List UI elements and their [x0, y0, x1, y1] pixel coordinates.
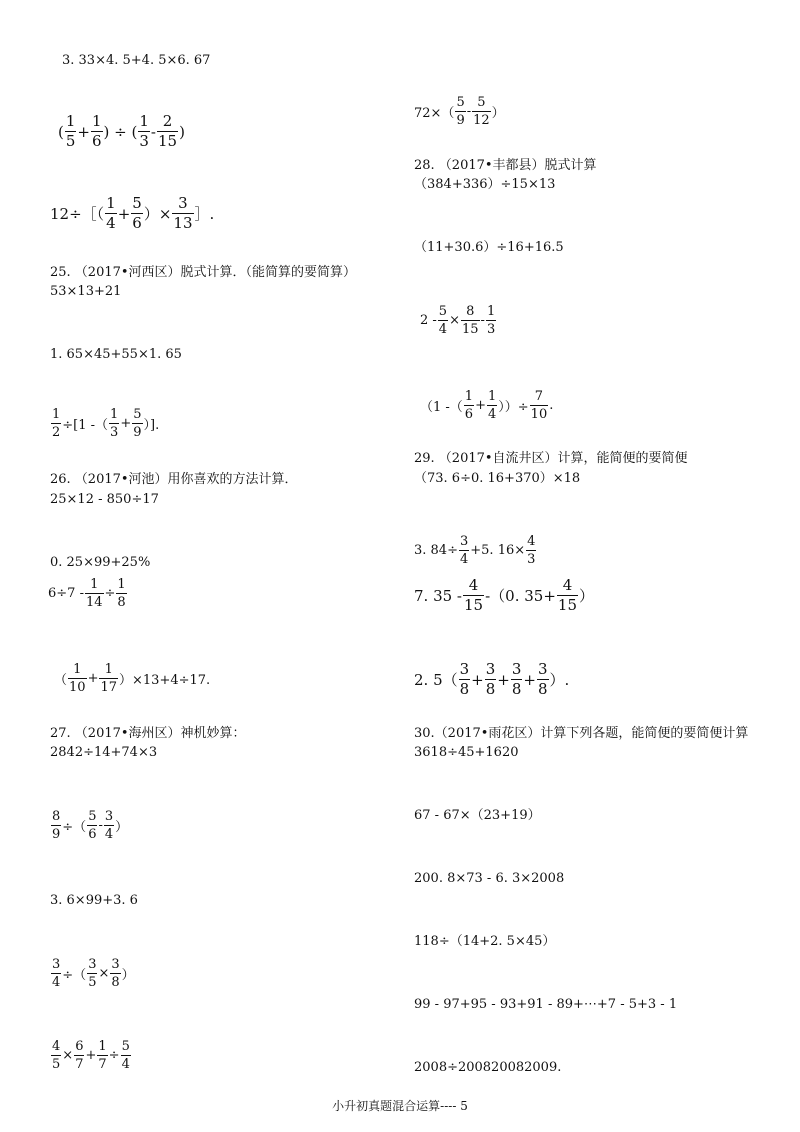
q29-expr-a: （73. 6÷0. 16+370）×18	[414, 471, 581, 486]
q30-expr-b: 67 - 67×（23+19）	[414, 808, 541, 823]
q25-expr-c: $\frac{1}{2}$ ÷[1 -（ 1 3 + $\frac{5}{9}$ ）].	[52, 407, 160, 440]
q28-expr-c: 2 - $\frac{5}{4}$ × $\frac{8}{15}$ - 1 3	[420, 304, 496, 337]
q30-expr-d: 118÷（14+2. 5×45）	[414, 934, 556, 949]
q28-title: 28. （2017•丰都县）脱式计算	[414, 158, 597, 173]
q26-expr-d-tail: ）×13+4÷17.	[119, 673, 211, 688]
q28-expr-d: （1 -（ 1 6 + $\frac{1}{4}$ ））÷ $\frac{7}{10}$ .	[420, 389, 554, 422]
q27-expr-d: $\frac{3}{4}$ ÷（ $\frac{3}{5}$ × $\frac{3}{8}$ ）	[52, 957, 135, 990]
q30-expr-e: 99 - 97+95 - 93+91 - 89+⋯+7 - 5+3 - 1	[414, 997, 678, 1012]
q29-expr-c-prefix: 7. 35 -	[414, 586, 463, 605]
q27-expr-c: 3. 6×99+3. 6	[50, 893, 138, 908]
q27-title: 27. （2017•海州区）神机妙算：	[50, 726, 246, 741]
q26-expr-b: 0. 25×99+25%	[50, 555, 151, 570]
q28-expr-a: （384+336）÷15×13	[414, 177, 556, 192]
q27-expr-e: $\frac{4}{5}$ × $\frac{6}{7}$ + $\frac{1}{7}$ ÷ $\frac{5}{4}$	[52, 1039, 130, 1072]
expr-l1: 3. 33×4. 5+4. 5×6. 67	[62, 53, 211, 68]
q29-expr-c: 7. 35 - 4 15 -（0. 35+ $\frac{4}{15}$ ）	[414, 576, 595, 614]
q30-expr-f: 2008÷200820082009.	[414, 1060, 562, 1075]
q30-expr-c: 200. 8×73 - 6. 3×2008	[414, 871, 565, 886]
q29-expr-d: 2. 5（ 3 8 + $\frac{3}{8}$ + $\frac{3}{8}$ + $\frac{3}{8}$ ）.	[414, 660, 570, 698]
q28-expr-b: （11+30.6）÷16+16.5	[414, 240, 564, 255]
q30-title: 30.（2017•雨花区）计算下列各题，能简便的要简便计算	[414, 726, 749, 741]
q30-expr-a: 3618÷45+1620	[414, 745, 519, 760]
expr-r1: 72×（ 5 9 - 5 12 ）	[414, 95, 505, 128]
expr-l2: ( 1 5 + $\frac{1}{6}$ ) ÷ ( 1 3 - 2 15 )	[58, 112, 185, 150]
expr-r1-prefix: 72×（	[414, 106, 455, 121]
q29-expr-b: 3. 84÷ $\frac{3}{4}$ +5. 16× $\frac{4}{3}$	[414, 534, 536, 567]
q26-expr-d: （ 1 10 + $\frac{1}{17}$ ）×13+4÷17.	[54, 662, 211, 695]
q25-expr-b: 1. 65×45+55×1. 65	[50, 347, 182, 362]
expr-l3: 12÷［（ 1 4 + $\frac{5}{6}$ ）× $\frac{3}{13}$ ］.	[50, 194, 215, 232]
q29-title: 29. （2017•自流井区）计算，能简便的要简便	[414, 451, 688, 466]
q29-expr-d-prefix: 2. 5（	[414, 671, 458, 689]
q26-expr-c: 6÷7 - $\frac{1}{14}$ ÷ $\frac{1}{8}$	[48, 577, 126, 610]
q25-expr-a: 53×13+21	[50, 284, 122, 299]
page-footer: 小升初真题混合运算---- 5	[332, 1099, 468, 1113]
q27-expr-a: 2842÷14+74×3	[50, 745, 158, 760]
q25-title: 25. （2017•河西区）脱式计算．（能简算的要简算）	[50, 265, 357, 280]
q26-expr-a: 25×12 - 850÷17	[50, 492, 159, 507]
q27-expr-b: $\frac{8}{9}$ ÷（ 5 6 - 3 4 ）	[52, 809, 129, 842]
q26-title: 26. （2017•河池）用你喜欢的方法计算．	[50, 472, 298, 487]
